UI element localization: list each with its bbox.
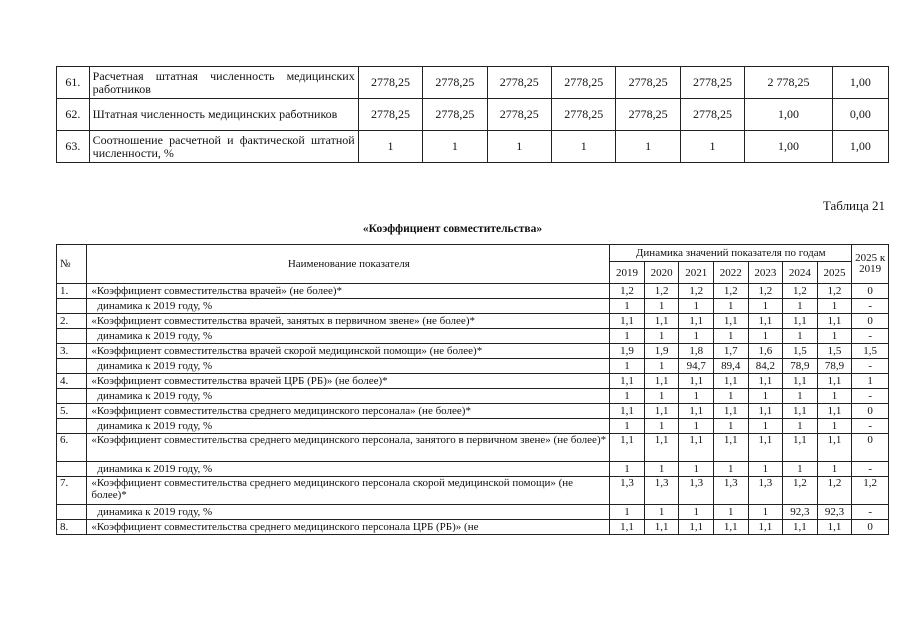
row-value: 1 xyxy=(783,462,818,477)
row-value: 1,1 xyxy=(748,520,783,535)
row-value: 1 xyxy=(644,299,679,314)
row-value: 1,1 xyxy=(610,374,645,389)
row-number: 7. xyxy=(57,477,87,505)
row-value: 1,2 xyxy=(748,284,783,299)
table-row xyxy=(57,462,889,477)
row-value: 89,4 xyxy=(713,359,748,374)
row-number: 5. xyxy=(57,404,87,419)
row-value: 1 xyxy=(713,389,748,404)
row-ratio: 0 xyxy=(852,434,889,462)
row-value: 1,1 xyxy=(610,404,645,419)
row-ratio: - xyxy=(852,359,889,374)
row-value: 1,1 xyxy=(713,404,748,419)
row-value: 1,1 xyxy=(748,314,783,329)
row-value: 2778,25 xyxy=(487,99,551,131)
row-number: 62. xyxy=(57,99,90,131)
row-value: 78,9 xyxy=(783,359,818,374)
row-name: динамика к 2019 году, % xyxy=(87,419,610,434)
row-name: «Коэффициент совместительства врачей скорой медицинской помощи» (не более)* xyxy=(87,344,610,359)
row-value: 1,1 xyxy=(713,374,748,389)
coefficient-table xyxy=(56,244,889,535)
row-value: 1 xyxy=(713,329,748,344)
header-year: 2023 xyxy=(748,262,783,284)
row-value: 1 xyxy=(748,419,783,434)
row-value: 1 xyxy=(748,329,783,344)
row-number: 6. xyxy=(57,434,87,462)
row-value: 1,1 xyxy=(783,434,818,462)
row-value: 1,1 xyxy=(644,434,679,462)
row-number: 1. xyxy=(57,284,87,299)
header-year: 2020 xyxy=(644,262,679,284)
row-value: 1 xyxy=(713,505,748,520)
row-value: 1,3 xyxy=(610,477,645,505)
row-value: 1,1 xyxy=(644,404,679,419)
row-value: 1 xyxy=(610,329,645,344)
header-year: 2021 xyxy=(679,262,714,284)
row-number xyxy=(57,505,87,520)
row-value: 2778,25 xyxy=(616,99,680,131)
row-name: «Коэффициент совместительства врачей ЦРБ (РБ)» (не более)* xyxy=(87,374,610,389)
row-value: 1,2 xyxy=(713,284,748,299)
row-ratio: 0 xyxy=(852,314,889,329)
table-row xyxy=(57,389,889,404)
row-value: 1,1 xyxy=(610,520,645,535)
row-name: динамика к 2019 году, % xyxy=(87,389,610,404)
row-name: динамика к 2019 году, % xyxy=(87,299,610,314)
row-number: 8. xyxy=(57,520,87,535)
row-number xyxy=(57,462,87,477)
row-ratio: - xyxy=(852,505,889,520)
table-row xyxy=(57,374,889,389)
table-row xyxy=(57,284,889,299)
row-value: 1 xyxy=(783,389,818,404)
top-table-row xyxy=(57,131,889,163)
row-number: 3. xyxy=(57,344,87,359)
row-value: 1 xyxy=(748,505,783,520)
row-value: 1 xyxy=(679,389,714,404)
row-number: 4. xyxy=(57,374,87,389)
row-ratio: - xyxy=(852,389,889,404)
row-value: 2778,25 xyxy=(616,67,680,99)
row-value: 1,5 xyxy=(817,344,852,359)
row-value: 1,1 xyxy=(713,434,748,462)
row-name: динамика к 2019 году, % xyxy=(87,462,610,477)
table-row xyxy=(57,299,889,314)
row-value: 1 xyxy=(713,299,748,314)
row-value: 1,1 xyxy=(817,314,852,329)
row-value: 1 xyxy=(423,131,487,163)
row-value: 1,1 xyxy=(817,404,852,419)
row-value: 1,1 xyxy=(817,434,852,462)
row-value: 1 xyxy=(679,329,714,344)
row-value: 1,1 xyxy=(713,520,748,535)
row-value: 1,3 xyxy=(679,477,714,505)
row-value: 1,1 xyxy=(644,520,679,535)
row-value: 1,1 xyxy=(610,434,645,462)
row-ratio: - xyxy=(852,419,889,434)
row-ratio: 1,2 xyxy=(852,477,889,505)
row-value: 1 xyxy=(679,462,714,477)
header-row xyxy=(57,245,889,262)
row-name: «Коэффициент совместительства среднего медицинского персонала ЦРБ (РБ)» (не xyxy=(87,520,610,535)
header-year: 2019 xyxy=(610,262,645,284)
row-value: 1 xyxy=(610,299,645,314)
row-value: 1 xyxy=(610,462,645,477)
row-value: 2778,25 xyxy=(552,99,616,131)
row-value: 1,3 xyxy=(713,477,748,505)
row-value: 2778,25 xyxy=(552,67,616,99)
row-value: 1,1 xyxy=(817,374,852,389)
row-value: 1,9 xyxy=(644,344,679,359)
row-value: 1,1 xyxy=(679,314,714,329)
row-value: 1 xyxy=(748,462,783,477)
table-row xyxy=(57,329,889,344)
row-value: 1,2 xyxy=(783,477,818,505)
row-value: 1 xyxy=(713,419,748,434)
row-value: 2778,25 xyxy=(423,99,487,131)
row-ratio: 1 xyxy=(852,374,889,389)
row-value: 84,2 xyxy=(748,359,783,374)
row-value: 1,2 xyxy=(783,284,818,299)
row-value: 1,2 xyxy=(610,284,645,299)
row-number xyxy=(57,389,87,404)
row-value: 2 778,25 xyxy=(745,67,833,99)
row-value: 1,2 xyxy=(644,284,679,299)
row-value: 1 xyxy=(783,419,818,434)
row-name: «Коэффициент совместительства среднего медицинского персонала скорой медицинской помощи» (не более)* xyxy=(87,477,610,505)
row-value: 1,1 xyxy=(783,314,818,329)
header-num: № xyxy=(57,245,87,284)
row-name: «Коэффициент совместительства среднего медицинского персонала» (не более)* xyxy=(87,404,610,419)
row-value: 1 xyxy=(679,419,714,434)
row-value: 1 xyxy=(644,462,679,477)
row-ratio: 1,5 xyxy=(852,344,889,359)
row-value: 1 xyxy=(552,131,616,163)
row-value: 1,1 xyxy=(713,314,748,329)
row-value: 92,3 xyxy=(783,505,818,520)
row-value: 1 xyxy=(644,505,679,520)
row-value: 1 xyxy=(487,131,551,163)
row-value: 1 xyxy=(610,389,645,404)
row-number: 61. xyxy=(57,67,90,99)
row-value: 1,1 xyxy=(783,520,818,535)
row-value: 2778,25 xyxy=(423,67,487,99)
table-label: Таблица 21 xyxy=(822,198,885,213)
row-value: 1,1 xyxy=(679,404,714,419)
table-row xyxy=(57,520,889,535)
table-row xyxy=(57,404,889,419)
top-table-row xyxy=(57,99,889,131)
row-value: 1,1 xyxy=(644,374,679,389)
row-value: 1,00 xyxy=(832,67,888,99)
row-value: 1 xyxy=(644,389,679,404)
row-value: 1 xyxy=(358,131,422,163)
header-year: 2025 xyxy=(817,262,852,284)
row-value: 1 xyxy=(783,299,818,314)
row-value: 1 xyxy=(644,329,679,344)
row-value: 1,1 xyxy=(679,520,714,535)
row-value: 1,1 xyxy=(817,520,852,535)
row-value: 1,2 xyxy=(817,284,852,299)
row-number: 63. xyxy=(57,131,90,163)
table-row xyxy=(57,359,889,374)
table-row xyxy=(57,344,889,359)
table-row xyxy=(57,314,889,329)
row-value: 1,6 xyxy=(748,344,783,359)
row-ratio: 0 xyxy=(852,404,889,419)
row-name: Штатная численность медицинских работников xyxy=(89,99,358,131)
row-name: «Коэффициент совместительства врачей» (не более)* xyxy=(87,284,610,299)
header-year: 2022 xyxy=(713,262,748,284)
row-ratio: 0 xyxy=(852,284,889,299)
row-value: 1,1 xyxy=(783,404,818,419)
row-value: 1,1 xyxy=(610,314,645,329)
row-value: 2778,25 xyxy=(487,67,551,99)
row-value: 1 xyxy=(679,299,714,314)
row-number xyxy=(57,359,87,374)
row-ratio: - xyxy=(852,329,889,344)
row-name: динамика к 2019 году, % xyxy=(87,359,610,374)
row-value: 1 xyxy=(817,419,852,434)
row-value: 1 xyxy=(748,389,783,404)
row-value: 1 xyxy=(817,299,852,314)
row-value: 0,00 xyxy=(832,99,888,131)
row-value: 1,1 xyxy=(748,374,783,389)
row-value: 1 xyxy=(610,419,645,434)
row-value: 2778,25 xyxy=(680,99,744,131)
table-row xyxy=(57,477,889,505)
row-value: 94,7 xyxy=(679,359,714,374)
table-row xyxy=(57,419,889,434)
row-value: 1 xyxy=(817,389,852,404)
header-year: 2024 xyxy=(783,262,818,284)
table-row xyxy=(57,505,889,520)
row-value: 1 xyxy=(679,505,714,520)
row-value: 1,2 xyxy=(817,477,852,505)
row-value: 1 xyxy=(817,462,852,477)
row-ratio: - xyxy=(852,299,889,314)
row-value: 1,8 xyxy=(679,344,714,359)
row-number xyxy=(57,419,87,434)
row-value: 1 xyxy=(713,462,748,477)
row-value: 2778,25 xyxy=(680,67,744,99)
row-value: 1,1 xyxy=(748,434,783,462)
row-value: 1,1 xyxy=(644,314,679,329)
row-name: Соотношение расчетной и фактической штатной численности, % xyxy=(89,131,358,163)
row-value: 1,5 xyxy=(783,344,818,359)
row-name: динамика к 2019 году, % xyxy=(87,505,610,520)
row-value: 1 xyxy=(644,359,679,374)
table-row xyxy=(57,434,889,462)
row-name: «Коэффициент совместительства врачей, занятых в первичном звене» (не более)* xyxy=(87,314,610,329)
row-value: 1,00 xyxy=(745,99,833,131)
row-value: 1,9 xyxy=(610,344,645,359)
row-value: 1,1 xyxy=(748,404,783,419)
row-value: 1,1 xyxy=(679,374,714,389)
row-value: 1,7 xyxy=(713,344,748,359)
row-value: 1 xyxy=(644,419,679,434)
row-value: 1 xyxy=(610,505,645,520)
row-value: 92,3 xyxy=(817,505,852,520)
row-value: 1 xyxy=(610,359,645,374)
top-table xyxy=(56,66,889,163)
row-name: Расчетная штатная численность медицинских работников xyxy=(89,67,358,99)
row-number xyxy=(57,329,87,344)
row-name: «Коэффициент совместительства среднего медицинского персонала, занятого в первичном звене» (не более)* xyxy=(87,434,610,462)
row-number xyxy=(57,299,87,314)
row-value: 1,00 xyxy=(745,131,833,163)
row-value: 2778,25 xyxy=(358,99,422,131)
row-value: 1,2 xyxy=(679,284,714,299)
row-name: динамика к 2019 году, % xyxy=(87,329,610,344)
row-value: 1,00 xyxy=(832,131,888,163)
row-value: 1,1 xyxy=(783,374,818,389)
row-ratio: 0 xyxy=(852,520,889,535)
header-name: Наименование показателя xyxy=(87,245,610,284)
row-value: 1,1 xyxy=(679,434,714,462)
row-value: 1 xyxy=(616,131,680,163)
row-value: 1 xyxy=(783,329,818,344)
row-value: 1 xyxy=(680,131,744,163)
header-dynamics: Динамика значений показателя по годам xyxy=(610,245,852,262)
row-value: 1 xyxy=(748,299,783,314)
top-table-row xyxy=(57,67,889,99)
row-number: 2. xyxy=(57,314,87,329)
table-title: «Коэффициент совместительства» xyxy=(362,223,543,235)
header-ratio: 2025 к 2019 xyxy=(852,245,889,284)
row-value: 1,3 xyxy=(748,477,783,505)
row-ratio: - xyxy=(852,462,889,477)
row-value: 2778,25 xyxy=(358,67,422,99)
row-value: 1,3 xyxy=(644,477,679,505)
row-value: 78,9 xyxy=(817,359,852,374)
row-value: 1 xyxy=(817,329,852,344)
